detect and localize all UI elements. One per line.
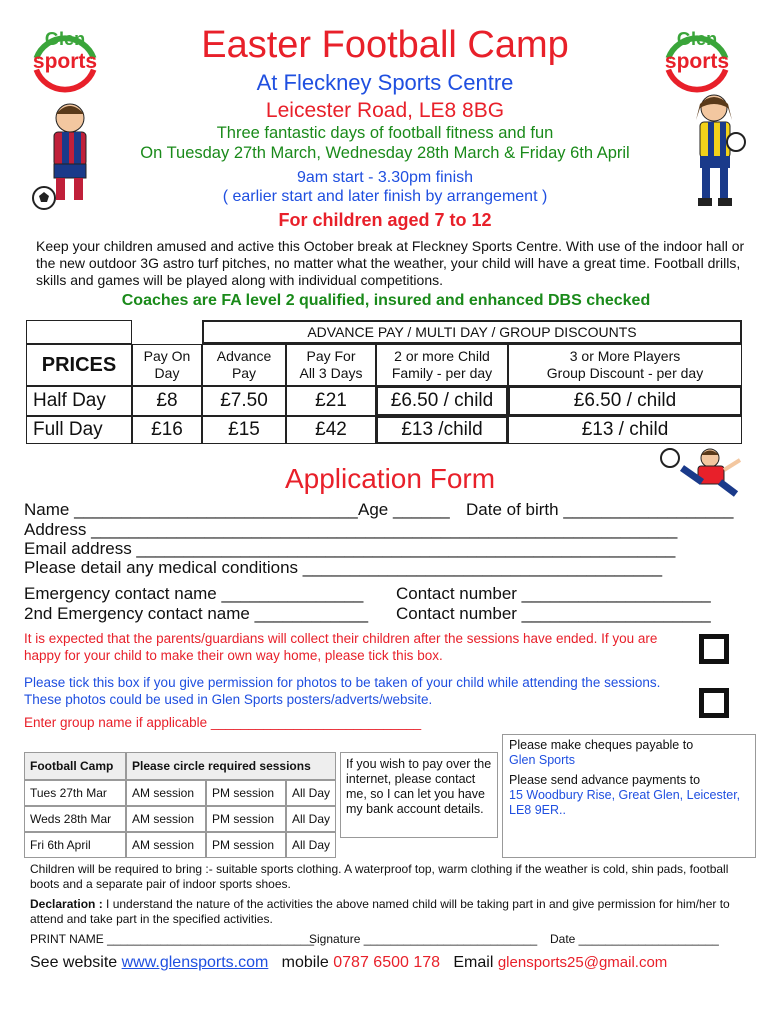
coaches-note: Coaches are FA level 2 qualified, insured and enhanced DBS checked xyxy=(121,292,651,309)
venue-line: At Fleckney Sports Centre xyxy=(256,70,514,95)
postal-address: 15 Woodbury Rise, Great Glen, Leicester, LE8 9ER.. xyxy=(509,788,741,817)
col-pay-on-day: Pay On Day xyxy=(132,344,202,386)
price-cell: £42 xyxy=(286,416,376,444)
am-session-option[interactable]: AM session xyxy=(126,806,206,832)
emergency-contact-2-field[interactable]: 2nd Emergency contact name ____________ xyxy=(24,604,369,623)
address-line: Leicester Road, LE8 8BG xyxy=(265,99,505,122)
all-day-option[interactable]: All Day xyxy=(286,832,336,858)
intro-paragraph: Keep your children amused and active this October break at Fleckney Sports Centre. With use of the indoor hall or the new outdoor 3G astro turf pitches, no matter what the weather, your child will have a great time. Football drills, skills and games will be played along with individual competitions. xyxy=(36,238,745,288)
sessions-header-circle: Please circle required sessions xyxy=(126,752,336,780)
contact-footer xyxy=(30,952,760,974)
time-note: ( earlier start and later finish by arrangement ) xyxy=(222,188,548,205)
cheques-payee: Glen Sports xyxy=(509,753,576,767)
price-cell: £6.50 / child xyxy=(376,386,508,416)
dates-line: On Tuesday 27th March, Wednesday 28th March & Friday 6th April xyxy=(140,144,630,162)
declaration xyxy=(30,897,748,927)
all-day-option[interactable]: All Day xyxy=(286,806,336,832)
print-name-field[interactable]: PRINT NAME _______________________________ xyxy=(30,932,315,946)
pm-session-option[interactable]: PM session xyxy=(206,806,286,832)
col-family: 2 or more Child Family - per day xyxy=(376,344,508,386)
contact-number-2-field[interactable]: Contact number ____________________ xyxy=(396,604,711,623)
address-field[interactable]: Address ______________________________________________________________ xyxy=(24,520,678,539)
am-session-option[interactable]: AM session xyxy=(126,780,206,806)
payment-info-box xyxy=(502,734,756,858)
age-range: For children aged 7 to 12 xyxy=(278,210,492,230)
price-cell: £15 xyxy=(202,416,286,444)
all-day-option[interactable]: All Day xyxy=(286,780,336,806)
session-day: Tues 27th Mar xyxy=(24,780,126,806)
price-cell: £21 xyxy=(286,386,376,416)
price-cell: £13 / child xyxy=(508,416,742,444)
footer-email-label: Email xyxy=(453,954,498,971)
dob-field[interactable]: Date of birth __________________ xyxy=(466,500,734,519)
name-field[interactable]: Name ______________________________ xyxy=(24,500,358,519)
email-address[interactable]: glensports25@gmail.com xyxy=(497,954,668,971)
prices-label: PRICES xyxy=(26,344,132,386)
declaration-text: I understand the nature of the activities the above named child will be taking part in and give permission for him/her to attend and take part in the specified activities. xyxy=(30,897,730,926)
svg-text:sports: sports xyxy=(32,49,98,73)
application-form-title: Application Form xyxy=(284,463,496,494)
date-field[interactable]: Date _____________________ xyxy=(550,932,719,946)
email-field[interactable]: Email address _________________________________________________________ xyxy=(24,539,676,558)
self-travel-checkbox[interactable] xyxy=(699,634,729,664)
pay-internet-box: If you wish to pay over the internet, please contact me, so I can let you have my bank account details. xyxy=(340,752,498,838)
session-day: Fri 6th April xyxy=(24,832,126,858)
pm-session-option[interactable]: PM session xyxy=(206,780,286,806)
price-cell: £7.50 xyxy=(202,386,286,416)
medical-field[interactable]: Please detail any medical conditions ______________________________________ xyxy=(24,558,663,577)
sessions-header-camp: Football Camp xyxy=(24,752,126,780)
row-label-full-day: Full Day xyxy=(26,416,132,444)
contact-number-field[interactable]: Contact number ____________________ xyxy=(396,584,711,603)
girl-footballer-illustration xyxy=(682,90,748,217)
age-field[interactable]: Age ______ xyxy=(358,500,450,519)
tagline: Three fantastic days of football fitness and fun xyxy=(216,124,554,142)
svg-text:Glen: Glen xyxy=(44,28,86,49)
cheques-line: Please make cheques payable to xyxy=(509,738,694,752)
am-session-option[interactable]: AM session xyxy=(126,832,206,858)
col-group: 3 or More Players Group Discount - per day xyxy=(508,344,742,386)
price-cell: £8 xyxy=(132,386,202,416)
mobile-number: 0787 6500 178 xyxy=(333,954,441,971)
group-header: ADVANCE PAY / MULTI DAY / GROUP DISCOUNTS xyxy=(202,320,742,344)
photo-permission-note: Please tick this box if you give permission for photos to be taken of your child while attending the sessions. These photos could be used in Glen Sports posters/adverts/website. xyxy=(24,675,661,707)
svg-text:Glen: Glen xyxy=(676,28,718,49)
empty-header-cell xyxy=(26,320,132,344)
svg-text:sports: sports xyxy=(664,49,730,73)
kicking-boy-illustration xyxy=(658,446,744,505)
website-link[interactable]: www.glensports.com xyxy=(121,954,269,971)
emergency-contact-field[interactable]: Emergency contact name _______________ xyxy=(24,584,364,603)
kit-list: Children will be required to bring :- suitable sports clothing. A waterproof top, warm clothing if the weather is cold, shin pads, football boots and a separate pair of indoor sports shoes. xyxy=(30,862,729,891)
advance-payment-line: Please send advance payments to xyxy=(509,773,701,787)
time-line: 9am start - 3.30pm finish xyxy=(296,169,474,186)
photo-permission-checkbox[interactable] xyxy=(699,688,729,718)
pm-session-option[interactable]: PM session xyxy=(206,832,286,858)
price-cell: £6.50 / child xyxy=(508,386,742,416)
price-cell: £13 /child xyxy=(376,416,508,444)
session-day: Weds 28th Mar xyxy=(24,806,126,832)
col-all-3-days: Pay For All 3 Days xyxy=(286,344,376,386)
signature-field[interactable]: Signature __________________________ xyxy=(309,932,538,946)
price-cell: £16 xyxy=(132,416,202,444)
boy-footballer-illustration xyxy=(28,100,108,217)
declaration-label: Declaration : xyxy=(30,897,103,911)
page-title: Easter Football Camp xyxy=(201,24,569,66)
col-advance-pay: Advance Pay xyxy=(202,344,286,386)
footer-website-label: See website xyxy=(30,954,122,971)
collection-note: It is expected that the parents/guardians will collect their children after the sessions have ended. If you are happy for your child to make their own way home, please tick this box. xyxy=(24,631,658,663)
glen-sports-logo-left xyxy=(22,20,108,111)
row-label-half-day: Half Day xyxy=(26,386,132,416)
footer-mobile-label: mobile xyxy=(281,954,334,971)
group-name-field[interactable]: Enter group name if applicable ____________________________ xyxy=(24,715,422,730)
